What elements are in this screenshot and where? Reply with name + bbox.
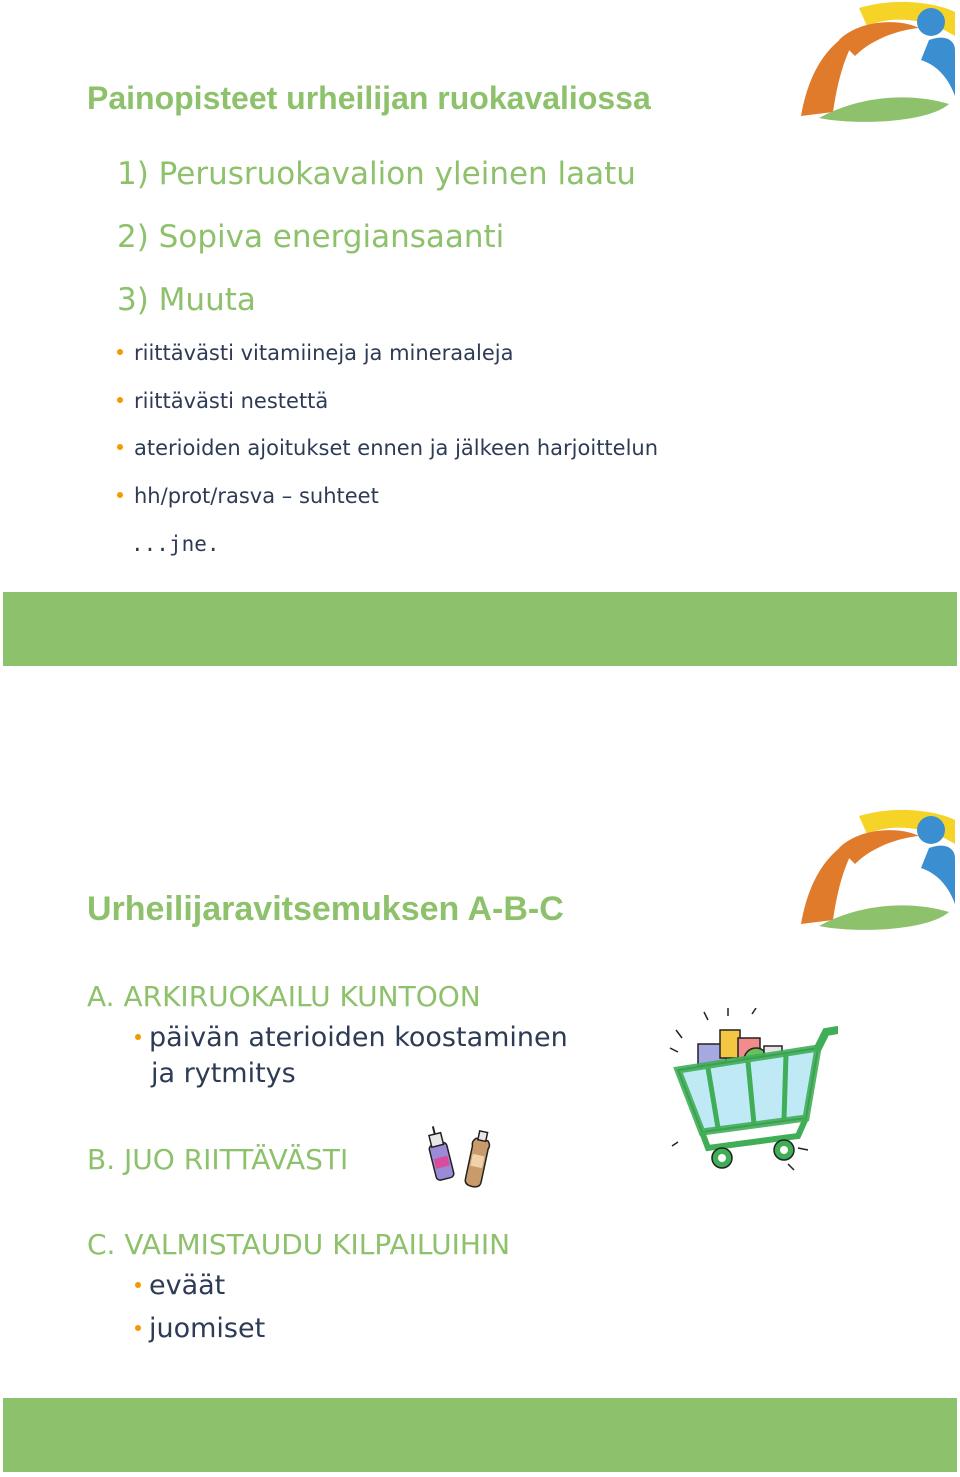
list-item (135, 1313, 265, 1344)
list-item (117, 341, 513, 365)
list-item-label: riittävästi vitamiineja ja mineraaleja (134, 341, 514, 365)
organization-logo (799, 0, 957, 126)
page-title: Painopisteet urheilijan ruokavaliossa (87, 80, 651, 116)
list-item (117, 484, 379, 508)
slide-abc (3, 808, 957, 1472)
bullet-icon (117, 397, 123, 403)
shopping-cart-icon (668, 1008, 838, 1178)
bullet-icon (117, 349, 123, 355)
list-item-label: aterioiden ajoitukset ennen ja jälkeen harjoittelun (134, 436, 659, 460)
list-item-label: riittävästi nestettä (134, 389, 329, 413)
bullet-icon (135, 1034, 141, 1040)
page-title: Urheilijaravitsemuksen A-B-C (87, 890, 564, 928)
list-item (117, 389, 328, 413)
organization-logo (799, 808, 957, 934)
slide-priorities (3, 0, 957, 666)
footer-bar (3, 592, 957, 666)
list-item (135, 1270, 225, 1301)
numbered-item: 1) Perusruokavalion yleinen laatu (117, 156, 636, 192)
list-item-label: hh/prot/rasva – suhteet (134, 484, 379, 508)
section-heading: B. JUO RIITTÄVÄSTI (87, 1143, 349, 1176)
trailing-text: ...jne. (131, 532, 220, 556)
bullet-icon (135, 1325, 141, 1331)
list-item-label: juomiset (149, 1313, 266, 1344)
drink-bottles-icon (423, 1123, 499, 1193)
bullet-icon (117, 492, 123, 498)
list-item (135, 1022, 568, 1053)
numbered-item: 3) Muuta (117, 282, 256, 318)
list-item (117, 436, 658, 460)
bullet-icon (135, 1282, 141, 1288)
bullet-icon (117, 444, 123, 450)
section-heading: A. ARKIRUOKAILU KUNTOON (87, 980, 481, 1013)
section-heading: C. VALMISTAUDU KILPAILUIHIN (87, 1228, 511, 1261)
list-item-continuation: ja rytmitys (151, 1058, 296, 1089)
list-item-label: eväät (149, 1270, 226, 1301)
list-item-label: päivän aterioiden koostaminen (149, 1022, 568, 1053)
numbered-item: 2) Sopiva energiansaanti (117, 219, 505, 255)
footer-bar (3, 1398, 957, 1472)
